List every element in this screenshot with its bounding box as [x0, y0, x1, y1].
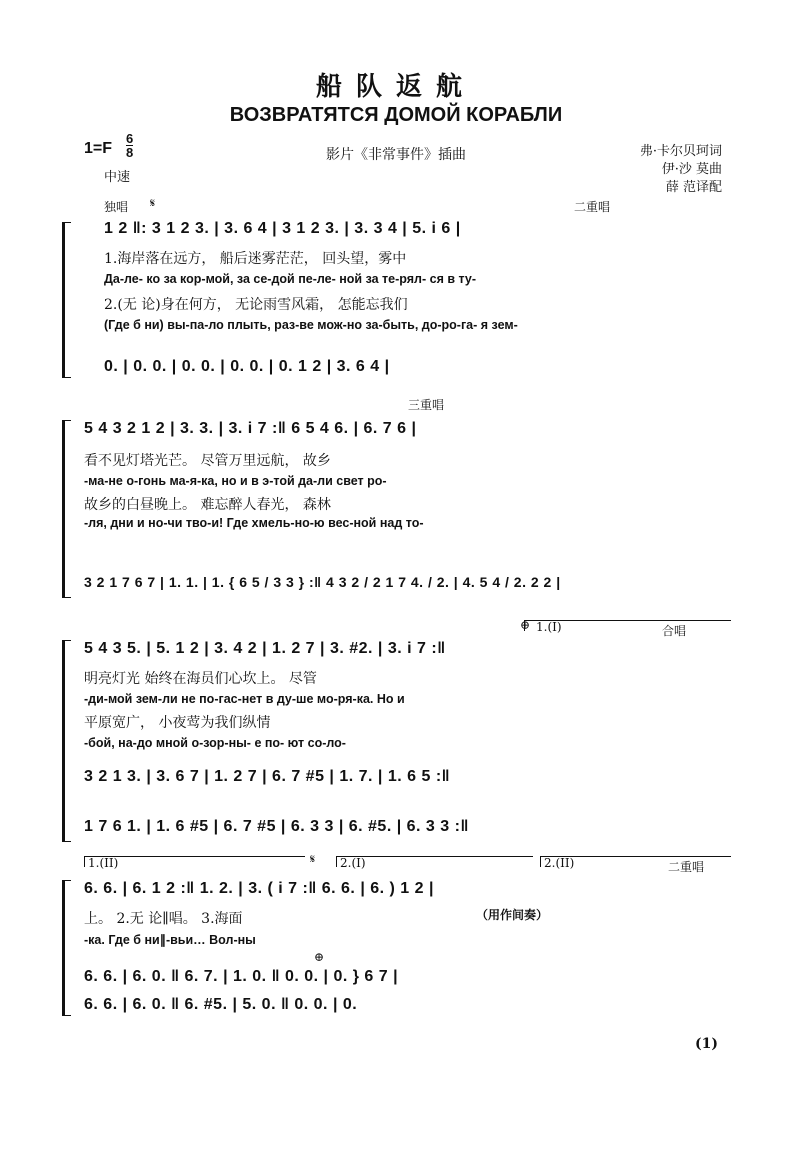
melody-line: 1 2 ‖: 3 1 2 3. | 3. 6 4 | 3 1 2 3. | 3. 3 4 | 5. i 6 | [104, 220, 461, 237]
credit-translator: 薛 范译配 [665, 180, 722, 195]
coda-sign: ⊕ [520, 618, 531, 632]
lyric-verse1-ru: Да-ле- ко за кор-мой, за се-дой пе-ле- ной за те-рял- ся в ту- [104, 272, 477, 286]
key-signature: 1=F [84, 140, 113, 157]
system-bracket [62, 420, 71, 598]
lyric-verse2-cn: 故乡的白昼晚上。 难忘醉人春光， 森林 [84, 497, 331, 513]
interlude-note: （用作间奏） [476, 908, 549, 922]
song-title-chinese: 船队返航 [315, 72, 476, 102]
melody-line: 5 4 3 2 1 2 | 3. 3. | 3. i 7 :‖ 6 5 4 6. | 6. 7 6 | [84, 420, 417, 437]
lyric-verse-cn: 上。 2.无 论∥唱。 3.海面 [84, 911, 243, 927]
harmony-line-2: 6. 6. | 6. 0. ‖ 6. #5. | 5. 0. ‖ 0. 0. | 0. [84, 996, 358, 1013]
system-bracket [62, 222, 71, 378]
segno-sign: 𝄋 [310, 852, 316, 866]
lyric-verse2-cn: 2.(无 论)身在何方， 无论雨雪风霜， 怎能忘我们 [104, 297, 408, 313]
lyric-verse1-cn: 1.海岸落在远方， 船后迷雾茫茫， 回头望，雾中 [104, 251, 407, 267]
volta-label-3: 2.(II) [544, 856, 575, 870]
page-number: (1) [695, 1036, 718, 1052]
song-title-russian: ВОЗВРАТЯТСЯ ДОМОЙ КОРАБЛИ [229, 104, 563, 126]
lyric-verse2-cn: 平原宽广， 小夜莺为我们纵情 [84, 715, 271, 731]
harmony-line-2: 1 7 6 1. | 1. 6 #5 | 6. 7 #5 | 6. 3 3 | 6. #5. | 6. 3 3 :‖ [84, 818, 469, 835]
melody-line: 5 4 3 5. | 5. 1 2 | 3. 4 2 | 1. 2 7 | 3. #2. | 3. i 7 :‖ [84, 640, 446, 657]
credit-composer: 伊·沙 莫曲 [661, 162, 722, 177]
harmony-line: 3 2 1 7 6 7 | 1. 1. | 1. { 6 5 / 3 3 } :‖ 4 3 2 / 2 1 7 4. / 2. | 4. 5 4 / 2. 2 2 | [84, 574, 561, 590]
coda-sign: ⊕ [314, 950, 325, 964]
volta-label-1: 1.(II) [88, 856, 119, 870]
system-bracket [62, 880, 71, 1016]
lyric-verse1-cn: 看不见灯塔光芒。 尽管万里远航， 故乡 [84, 453, 331, 469]
harmony-line-1: 6. 6. | 6. 0. ‖ 6. 7. | 1. 0. ‖ 0. 0. | 0. } 6 7 | [84, 968, 399, 985]
subtitle: 影片《非常事件》插曲 [326, 147, 466, 163]
duet-marking: 二重唱 [574, 200, 611, 214]
harmony-line: 0. | 0. 0. | 0. 0. | 0. 0. | 0. 1 2 | 3. 6 4 | [104, 358, 390, 375]
lyric-verse1-ru: -ди-мой зем-ли не по-гас-нет в ду-ше мо-ря-ка. Но и [84, 692, 405, 706]
credit-lyricist: 弗·卡尔贝珂词 [639, 144, 722, 159]
solo-marking: 独唱 [104, 200, 129, 214]
volta-label: 1.(I) [536, 620, 562, 634]
trio-marking: 三重唱 [408, 398, 445, 412]
melody-line: 6. 6. | 6. 1 2 :‖ 1. 2. | 3. ( i 7 :‖ 6. 6. | 6. ) 1 2 | [84, 880, 434, 897]
choir-marking: 合唱 [662, 624, 687, 638]
segno-sign: 𝄋 [150, 196, 156, 210]
lyric-verse-ru: -ка. Где б ни∥-вьи… Вол-ны [84, 933, 256, 947]
meter-bottom: 8 [126, 145, 134, 160]
meter-top: 6 [126, 131, 134, 146]
system-bracket [62, 640, 71, 842]
volta-label-2: 2.(I) [340, 856, 366, 870]
lyric-verse2-ru: -бой, на-до мной о-зор-ны- е по- ют со-ло- [84, 736, 346, 750]
tempo-marking: 中速 [104, 170, 131, 185]
lyric-verse1-ru: -ма-не о-гонь ма-я-ка, но и в э-той да-ли свет ро- [84, 474, 387, 488]
lyric-verse2-ru: (Где б ни) вы-па-ло плыть, раз-ве мож-но за-быть, до-ро-га- я зем- [104, 318, 518, 332]
duet-marking: 二重唱 [668, 860, 705, 874]
lyric-verse2-ru: -ля, дни и но-чи тво-и! Где хмель-но-ю вес-ной над то- [84, 516, 424, 530]
harmony-line-1: 3 2 1 3. | 3. 6 7 | 1. 2 7 | 6. 7 #5 | 1. 7. | 1. 6 5 :‖ [84, 768, 451, 785]
lyric-verse1-cn: 明亮灯光 始终在海员们心坎上。 尽管 [84, 671, 317, 687]
